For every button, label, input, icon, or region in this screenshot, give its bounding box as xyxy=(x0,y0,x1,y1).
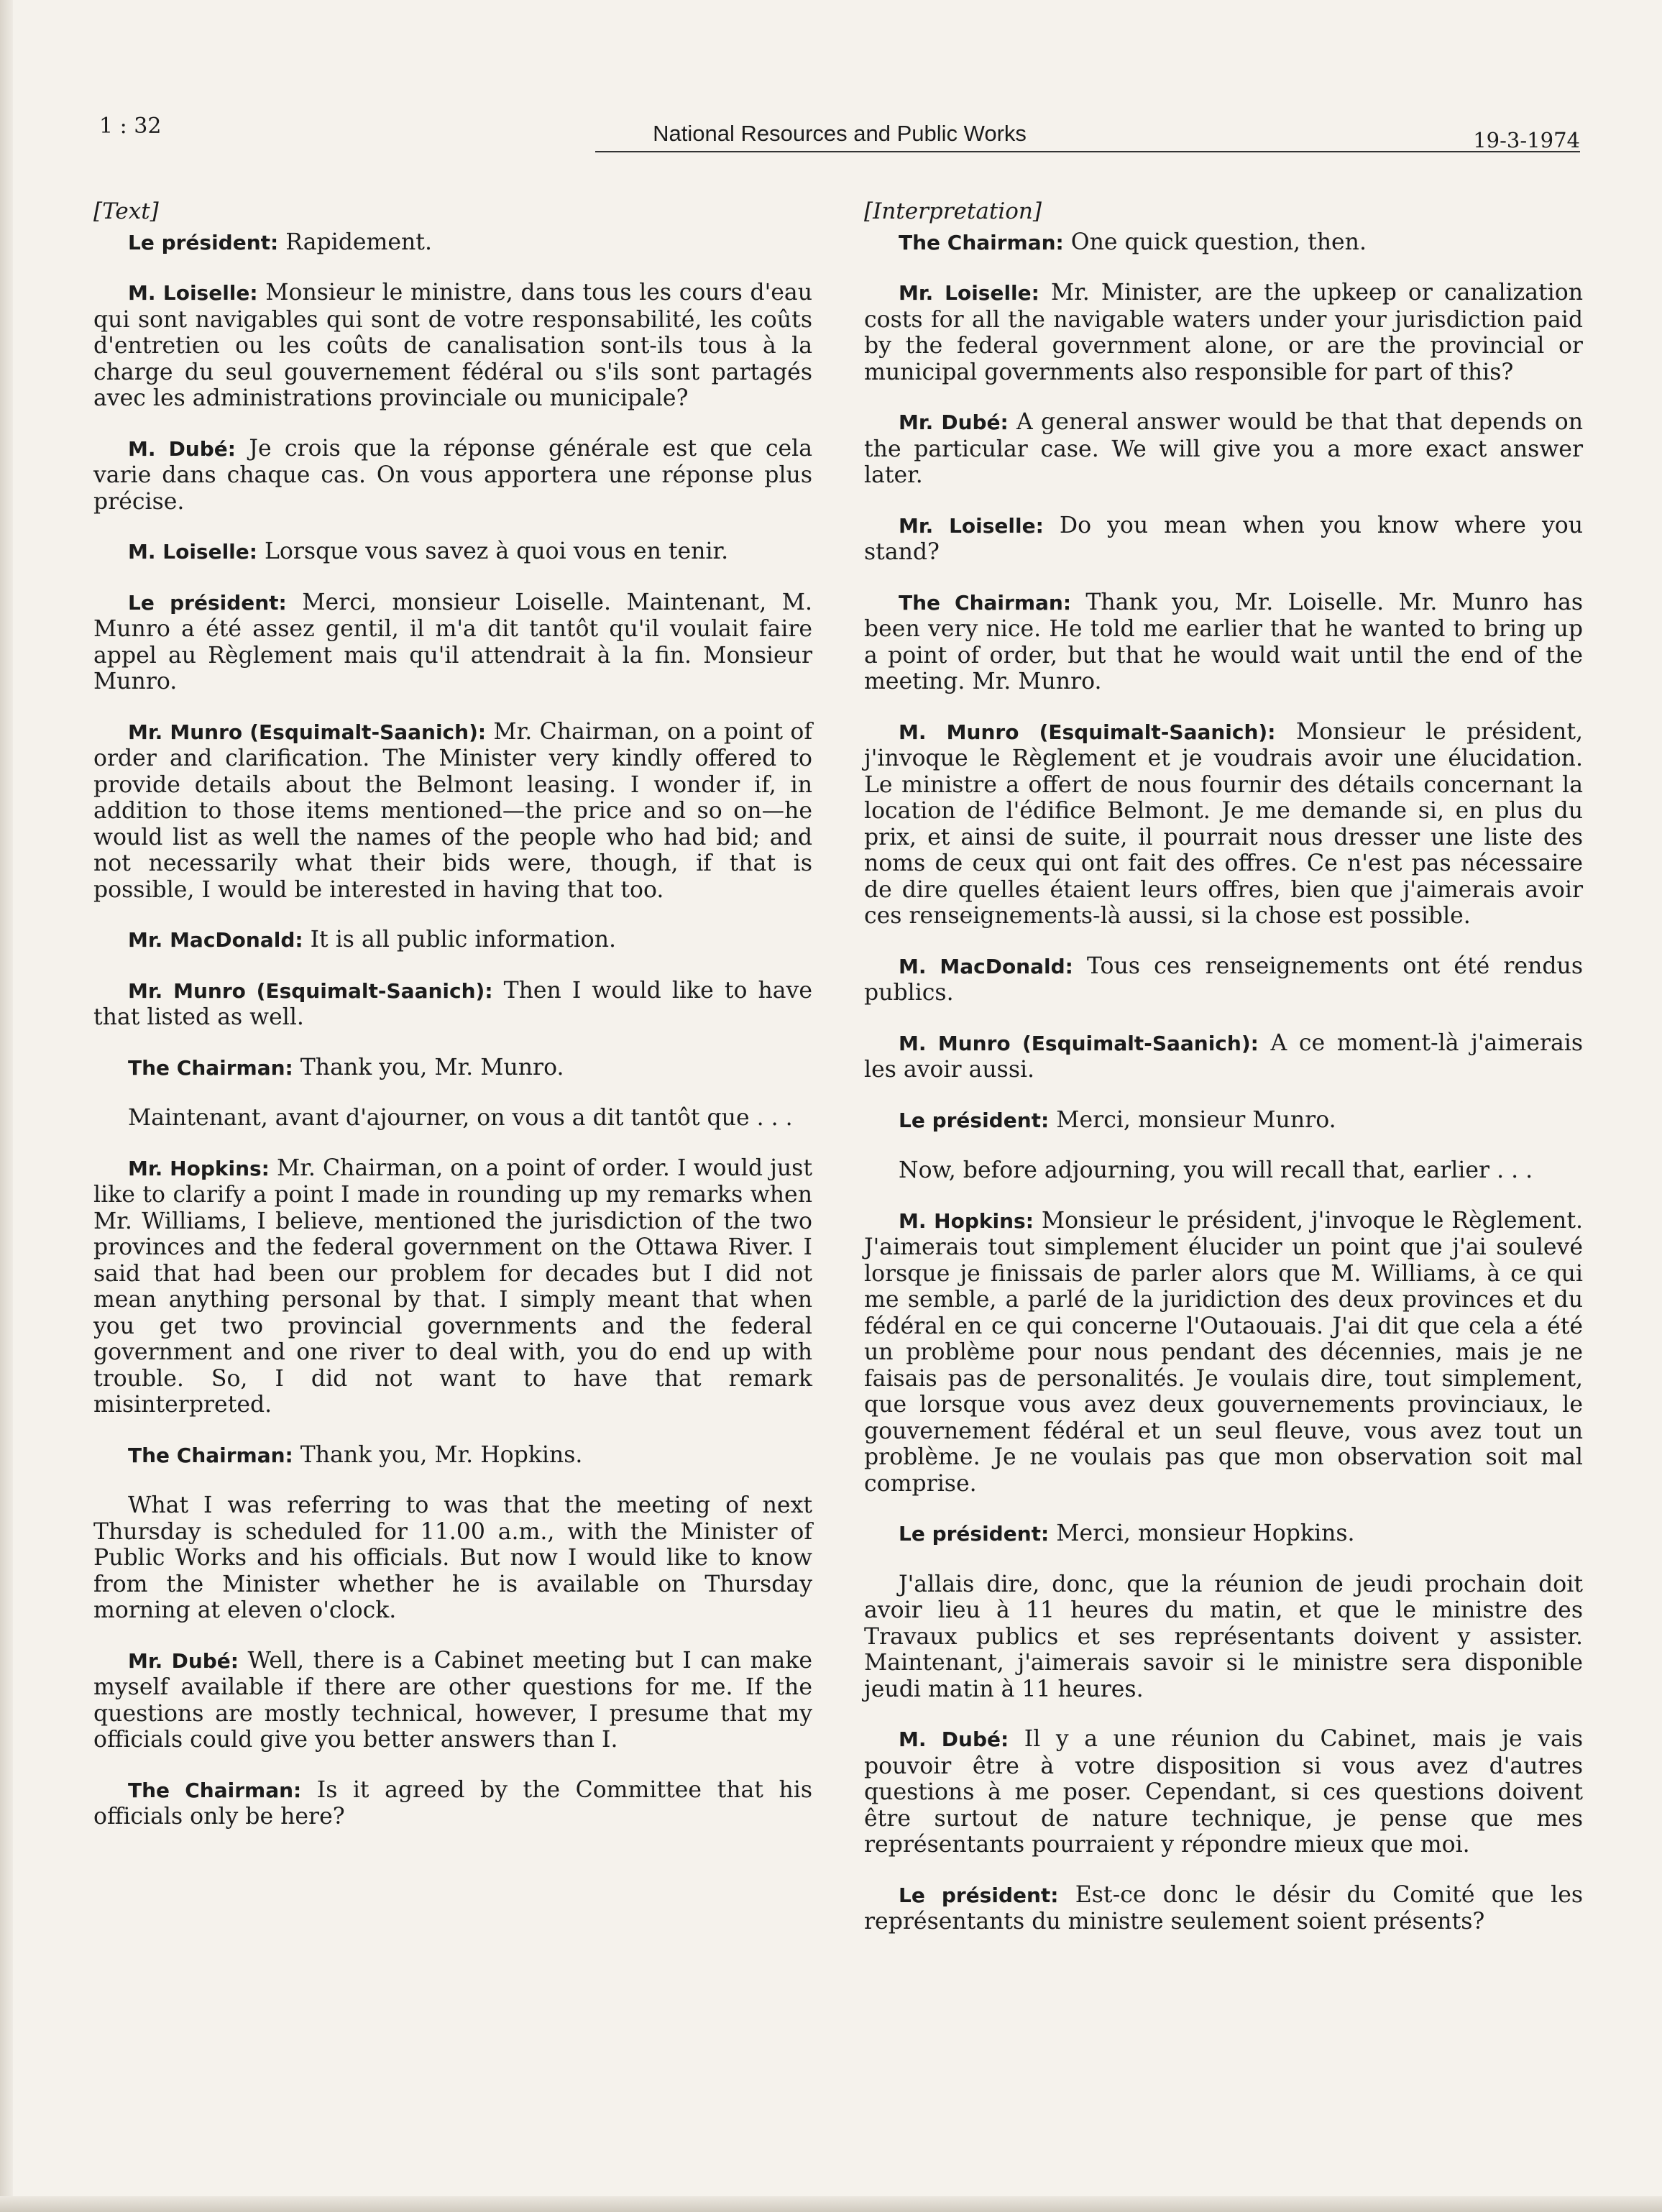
speech-text: Now, before adjourning, you will recall that, earlier . . . xyxy=(899,1157,1533,1183)
speech-text: Maintenant, avant d'ajourner, on vous a dit tantôt que . . . xyxy=(128,1105,793,1131)
transcript-paragraph xyxy=(864,513,1583,566)
speech-text: One quick question, then. xyxy=(1063,229,1367,255)
transcript-paragraph xyxy=(864,589,1583,695)
transcript-paragraph xyxy=(864,280,1583,385)
speech-text: Monsieur le président, j'invoque le Règlement et je voudrais avoir une élucidation. Le ministre a offert de nous fournir des détails concernant la location de l'édifice Belmont. Je me demande si, en plus du prix, et ainsi de suite, il pourrait nous dresser une liste des noms de ceux qui ont fait des offres. Ce n'est pas nécessaire de dire quelles étaient leurs offres, bien que j'aimerais avoir ces renseignements-là aussi, si la chose est possible. xyxy=(864,718,1584,929)
speech-text: Merci, monsieur Munro. xyxy=(1049,1106,1336,1133)
speech-text: Merci, monsieur Hopkins. xyxy=(1049,1520,1355,1546)
transcript-paragraph xyxy=(93,1777,812,1830)
speech-text: Thank you, Mr. Loiselle. Mr. Munro has been very nice. He told me earlier that he wanted to bring up a point of order, but that he would wait until the end of the meeting. Mr. Munro. xyxy=(864,589,1583,694)
speech-text: Je crois que la réponse générale est que cela varie dans chaque cas. On vous apportera une réponse plus précise. xyxy=(93,435,812,515)
running-title: National Resources and Public Works xyxy=(653,121,1027,146)
speaker-name: The Chairman: xyxy=(128,1778,302,1802)
transcript-paragraph xyxy=(93,229,812,257)
speaker-name: Mr. Hopkins: xyxy=(128,1156,270,1180)
speaker-name: Mr. Loiselle: xyxy=(899,281,1039,305)
page-bottom-edge xyxy=(0,2196,1662,2212)
transcript-paragraph xyxy=(864,229,1583,257)
left-column xyxy=(93,198,812,1854)
speaker-name: The Chairman: xyxy=(128,1055,293,1080)
transcript-paragraph xyxy=(93,978,812,1031)
speaker-name: Mr. Loiselle: xyxy=(899,513,1044,538)
transcript-paragraph xyxy=(93,589,812,695)
transcript-paragraph xyxy=(93,1492,812,1624)
speech-text: Tous ces renseignements ont été rendus publics. xyxy=(864,953,1583,1006)
column-marker: [Text] xyxy=(93,198,159,224)
transcript-paragraph xyxy=(93,1155,812,1418)
speech-text: Lorsque vous savez à quoi vous en tenir. xyxy=(257,538,729,564)
transcript-paragraph xyxy=(93,1648,812,1753)
speaker-name: Mr. MacDonald: xyxy=(128,928,303,952)
speech-text: Thank you, Mr. Hopkins. xyxy=(293,1441,583,1468)
transcript-paragraph xyxy=(93,927,812,954)
speaker-name: Le président: xyxy=(899,1522,1050,1546)
transcript-paragraph xyxy=(864,1157,1583,1184)
speaker-name: M. Dubé: xyxy=(128,436,236,461)
speaker-name: The Chairman: xyxy=(128,1443,293,1467)
header-rule xyxy=(595,151,1580,152)
speech-text: A general answer would be that that depends on the particular case. We will give you a more exact answer later. xyxy=(864,409,1583,488)
speech-text: Mr. Chairman, on a point of order. I would just like to clarify a point I made in rounding up my remarks when Mr. Williams, I believe, mentioned the jurisdiction of the two provinces and the federal government on the Ottawa River. I said that had been our problem for decades but I did not mean anything personal by that. I simply meant that when you get two provincial governments and the federal government and one river to deal with, you do end up with trouble. So, I did not want to have that remark misinterpreted. xyxy=(93,1155,813,1418)
header-date: 19-3-1974 xyxy=(1473,128,1580,152)
page-left-edge xyxy=(0,0,13,2212)
speaker-name: Mr. Munro (Esquimalt-Saanich): xyxy=(128,720,487,744)
transcript-paragraph xyxy=(864,1030,1583,1083)
speech-text: What I was referring to was that the meeting of next Thursday is scheduled for 11.00 a.m., with the Minister of Public Works and his officials. But now I would like to know from the Minister whether he is available on Thursday morning at eleven o'clock. xyxy=(93,1492,812,1623)
transcript-paragraph xyxy=(93,719,812,904)
speaker-name: M. Hopkins: xyxy=(899,1208,1034,1233)
speech-text: Rapidement. xyxy=(278,229,432,255)
transcript-paragraph xyxy=(864,1882,1583,1935)
speaker-name: Le président: xyxy=(899,1108,1050,1132)
column-marker: [Interpretation] xyxy=(864,198,1042,224)
speech-text: Merci, monsieur Loiselle. Maintenant, M. Munro a été assez gentil, il m'a dit tantôt qu'il voulait faire appel au Règlement mais qu'il attendrait à la fin. Monsieur Munro. xyxy=(93,589,813,694)
page-number: 1 : 32 xyxy=(99,114,162,139)
transcript-paragraph xyxy=(864,409,1583,489)
transcript-paragraph xyxy=(864,1571,1583,1703)
speech-text: Mr. Chairman, on a point of order and clarification. The Minister very kindly offered to provide details about the Belmont leasing. I wonder if, in addition to those items mentioned—the price and so on—he would list as well the names of the people who had bid; and not necessarily what their bids were, though, if that is possible, I would be interested in having that too. xyxy=(93,718,812,903)
speech-text: Then I would like to have that listed as well. xyxy=(93,977,812,1030)
speech-text: Il y a une réunion du Cabinet, mais je vais pouvoir être à votre disposition si vous avez d'autres questions à me poser. Cependant, si ces questions doivent être surtout de nature technique, je pense que mes représentants pourraient y répondre mieux que moi. xyxy=(864,1726,1583,1858)
right-column xyxy=(864,198,1583,1959)
speech-text: Mr. Minister, are the upkeep or canalization costs for all the navigable waters under your jurisdiction paid by the federal government alone, or are the provincial or municipal governments also responsible for part of this? xyxy=(864,280,1584,385)
speech-text: Do you mean when you know where you stand? xyxy=(864,512,1583,565)
transcript-paragraph xyxy=(93,436,812,515)
speaker-name: M. Loiselle: xyxy=(128,281,258,305)
transcript-paragraph xyxy=(93,1105,812,1132)
speaker-name: The Chairman: xyxy=(899,590,1072,615)
transcript-paragraph xyxy=(93,1442,812,1469)
speech-text: Is it agreed by the Committee that his officials only be here? xyxy=(93,1776,812,1830)
transcript-paragraph xyxy=(864,1726,1583,1858)
speaker-name: M. MacDonald: xyxy=(899,954,1073,978)
speaker-name: Le président: xyxy=(899,1883,1059,1907)
speech-text: Well, there is a Cabinet meeting but I can make myself available if there are other questions for me. If the questions are mostly technical, however, I presume that my officials could give you better answers than I. xyxy=(93,1647,812,1753)
speaker-name: Mr. Dubé: xyxy=(899,410,1009,434)
speaker-name: M. Dubé: xyxy=(899,1727,1009,1751)
speaker-name: M. Munro (Esquimalt-Saanich): xyxy=(899,720,1276,744)
transcript-paragraph xyxy=(864,953,1583,1006)
transcript-paragraph xyxy=(93,538,812,566)
speaker-name: Le président: xyxy=(128,590,287,615)
speaker-name: Mr. Munro (Esquimalt-Saanich): xyxy=(128,978,493,1003)
speech-text: Monsieur le président, j'invoque le Règlement. J'aimerais tout simplement élucider un point que j'ai soulevé lorsque je finissais de parler alors que M. Williams, à ce qui me semble, a parlé de la juridiction des deux provinces et du fédéral en ce qui concerne l'Outaouais. J'ai dit que cela a été un problème pour nous pendant des décennies, mais je ne faisais pas de personalités. Je voulais dire, tout simplement, que lorsque vous avez deux gouvernements provinciaux, le gouvernement fédéral et un seul fleuve, vous avez tout un problème. Je ne voulais pas que mon observation soit mal comprise. xyxy=(864,1207,1583,1497)
speech-text: Thank you, Mr. Munro. xyxy=(293,1054,564,1080)
transcript-paragraph xyxy=(864,1208,1583,1497)
speech-text: It is all public information. xyxy=(303,927,617,953)
speaker-name: The Chairman: xyxy=(899,230,1064,254)
transcript-paragraph xyxy=(864,719,1583,930)
speech-text: Est-ce donc le désir du Comité que les représentants du ministre seulement soient présents? xyxy=(864,1881,1584,1935)
transcript-paragraph xyxy=(93,1055,812,1082)
speaker-name: M. Loiselle: xyxy=(128,540,257,564)
speech-text: A ce moment-là j'aimerais les avoir aussi. xyxy=(864,1029,1584,1083)
speaker-name: Mr. Dubé: xyxy=(128,1648,239,1673)
speaker-name: Le président: xyxy=(128,230,279,254)
speaker-name: M. Munro (Esquimalt-Saanich): xyxy=(899,1031,1259,1055)
transcript-paragraph xyxy=(864,1107,1583,1134)
page-header xyxy=(99,108,1580,158)
transcript-paragraph xyxy=(864,1520,1583,1548)
transcript-paragraph xyxy=(93,280,812,412)
speech-text: J'allais dire, donc, que la réunion de jeudi prochain doit avoir lieu à 11 heures du matin, et que le ministre des Travaux publics et ses représentants doivent y assister. Maintenant, j'aimerais savoir si le ministre sera disponible jeudi matin à 11 heures. xyxy=(864,1571,1583,1702)
speech-text: Monsieur le ministre, dans tous les cours d'eau qui sont navigables qui sont de votre responsabilité, les coûts d'entretien ou les coûts de canalisation sont-ils tous à la charge du seul gouvernement fédéral ou s'ils sont partagés avec les administrations provinciale ou municipale? xyxy=(93,280,812,411)
